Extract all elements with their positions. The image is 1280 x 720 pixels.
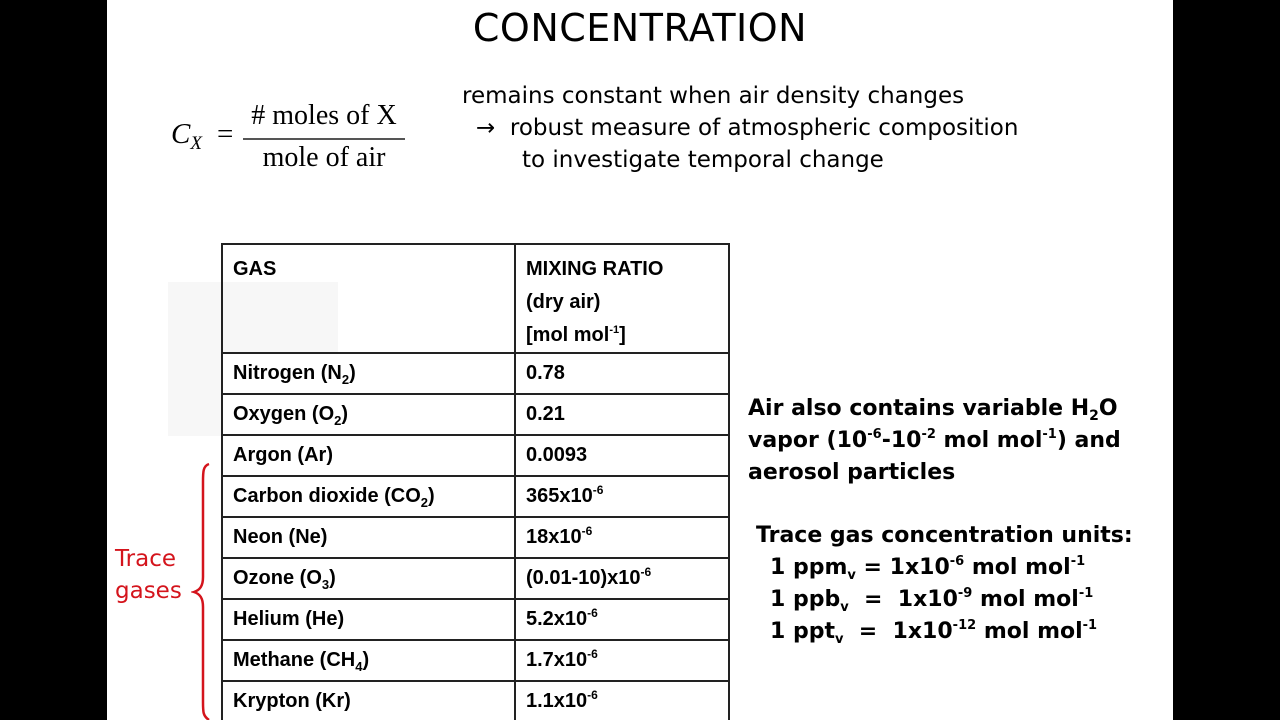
gas-mixing-ratio-table: [221, 243, 730, 720]
formula-lhs: [171, 118, 202, 155]
gas-value: [515, 640, 729, 681]
gas-name: [222, 476, 515, 517]
text-fragment: Carbon dioxide (CO: [233, 485, 421, 507]
text-fragment: -6: [949, 554, 965, 569]
unit-ppb: [756, 584, 1133, 616]
gas-value: [515, 394, 729, 435]
gas-value: [515, 517, 729, 558]
concentration-notes: [462, 80, 1018, 176]
header-ratio-unit: [526, 319, 718, 352]
text-fragment: -6: [867, 427, 882, 442]
text-fragment: 5.2x10: [526, 608, 588, 630]
gas-value: [515, 558, 729, 599]
text-fragment: v: [840, 600, 849, 615]
text-fragment: 2: [341, 372, 350, 387]
text-fragment: Neon (Ne): [233, 526, 328, 548]
text-fragment: Krypton (Kr): [233, 690, 351, 712]
text-fragment: ): [349, 362, 356, 384]
text-fragment: 1 ppb: [770, 587, 841, 612]
aside-line-3: aerosol particles: [748, 460, 956, 485]
table-row: [222, 435, 729, 476]
table-row: [222, 517, 729, 558]
formula-subscript: X: [190, 133, 202, 154]
text-fragment: =: [843, 619, 893, 644]
arrow-icon: →: [476, 115, 496, 141]
text-fragment: -1: [1082, 618, 1098, 633]
gas-value: [515, 435, 729, 476]
text-fragment: mol mol: [935, 428, 1043, 453]
unit-ppt: [756, 616, 1133, 648]
gas-name: [222, 353, 515, 394]
aside-line-2: [748, 425, 1121, 457]
table-row: [222, 640, 729, 681]
text-fragment: 3: [321, 577, 330, 592]
unit-ppm: [756, 552, 1133, 584]
text-fragment: 1x10: [889, 555, 950, 580]
note-line-2: [462, 112, 1018, 144]
text-fragment: 2: [420, 495, 429, 510]
text-fragment: -6: [587, 647, 598, 661]
table-row: [222, 394, 729, 435]
text-fragment: -6: [592, 483, 604, 497]
text-fragment: 1 ppm: [770, 555, 848, 580]
header-ratio-line1: MIXING RATIO: [526, 258, 664, 280]
header-mixing-ratio: [515, 244, 729, 353]
gas-name: [222, 435, 515, 476]
gas-name: [222, 517, 515, 558]
trace-gases-label: [115, 543, 182, 607]
trace-label-line1: Trace: [115, 546, 177, 572]
gas-name: [222, 394, 515, 435]
text-fragment: Helium (He): [233, 608, 345, 630]
formula-denominator: mole of air: [262, 142, 386, 173]
slide-title: CONCENTRATION: [472, 6, 808, 50]
trace-gas-units: [756, 520, 1133, 648]
text-fragment: v: [847, 568, 856, 583]
text-fragment: Ozone (O: [233, 567, 322, 589]
text-fragment: =: [855, 555, 890, 580]
slide: [107, 0, 1173, 720]
unit-exponent: -1: [609, 324, 620, 336]
text-fragment: ) and: [1056, 428, 1121, 453]
table-row: [222, 599, 729, 640]
text-fragment: 2: [334, 413, 342, 428]
text-fragment: -10: [881, 428, 922, 453]
water-vapor-note: [748, 393, 1121, 489]
text-fragment: v: [834, 632, 844, 647]
gas-value: [515, 599, 729, 640]
text-fragment: 365x10: [526, 485, 593, 507]
formula-equals: =: [217, 118, 234, 150]
gas-value: [515, 681, 729, 720]
text-fragment: -1: [1042, 427, 1057, 442]
header-gas: GAS: [222, 244, 515, 353]
formula-symbol: C: [171, 118, 191, 150]
table-row: [222, 558, 729, 599]
text-fragment: 1.1x10: [526, 690, 588, 712]
table-row: [222, 353, 729, 394]
text-fragment: -6: [587, 606, 598, 620]
aside-line-1: [748, 393, 1121, 425]
text-fragment: Nitrogen (N: [233, 362, 342, 384]
unit-close: ]: [619, 324, 626, 346]
gas-value: [515, 353, 729, 394]
note-line-3: to investigate temporal change: [522, 147, 884, 173]
text-fragment: -9: [957, 586, 973, 601]
concentration-formula: [171, 98, 411, 178]
text-fragment: 4: [355, 659, 363, 674]
table-row: [222, 476, 729, 517]
text-fragment: 2: [1089, 408, 1099, 424]
gas-name: [222, 681, 515, 720]
text-fragment: O: [1098, 396, 1118, 421]
note-line-2-text: robust measure of atmospheric composition: [509, 115, 1019, 141]
text-fragment: -6: [640, 565, 652, 579]
text-fragment: -6: [581, 524, 593, 538]
header-ratio-line2: (dry air): [526, 291, 601, 313]
unit-text: [mol mol: [526, 324, 610, 346]
trace-label-line2: gases: [115, 578, 182, 604]
text-fragment: 1.7x10: [526, 649, 588, 671]
text-fragment: mol mol: [972, 587, 1079, 612]
text-fragment: 0.78: [526, 362, 565, 384]
background-shade: [168, 352, 221, 436]
table-header-row: [222, 244, 729, 353]
fraction-bar: [243, 138, 405, 140]
gas-name: [222, 599, 515, 640]
text-fragment: 1x10: [897, 587, 958, 612]
text-fragment: (0.01-10)x10: [526, 567, 641, 589]
gas-name: [222, 558, 515, 599]
text-fragment: Air also contains variable H: [748, 396, 1090, 421]
text-fragment: 0.21: [526, 403, 565, 425]
text-fragment: 1x10: [892, 619, 953, 644]
text-fragment: -12: [952, 618, 977, 633]
text-fragment: Oxygen (O: [233, 403, 335, 425]
text-fragment: -1: [1070, 554, 1086, 569]
text-fragment: Argon (Ar): [233, 444, 333, 466]
text-fragment: Methane (CH: [233, 649, 356, 671]
text-fragment: 18x10: [526, 526, 582, 548]
text-fragment: ): [341, 403, 349, 425]
units-heading: Trace gas concentration units:: [756, 523, 1133, 548]
gas-value: [515, 476, 729, 517]
text-fragment: 1 ppt: [770, 619, 835, 644]
text-fragment: ): [329, 567, 336, 589]
text-fragment: ): [428, 485, 435, 507]
formula-numerator: # moles of X: [251, 100, 397, 131]
curly-brace-icon: [191, 462, 211, 720]
text-fragment: mol mol: [964, 555, 1071, 580]
table-row: [222, 681, 729, 720]
note-line-1: remains constant when air density changes: [462, 83, 965, 109]
text-fragment: -2: [921, 427, 936, 442]
text-fragment: =: [848, 587, 898, 612]
text-fragment: 0.0093: [526, 444, 588, 466]
text-fragment: ): [362, 649, 370, 671]
gas-name: [222, 640, 515, 681]
text-fragment: -1: [1078, 586, 1094, 601]
text-fragment: vapor (10: [748, 428, 868, 453]
text-fragment: mol mol: [976, 619, 1083, 644]
text-fragment: -6: [587, 688, 598, 702]
